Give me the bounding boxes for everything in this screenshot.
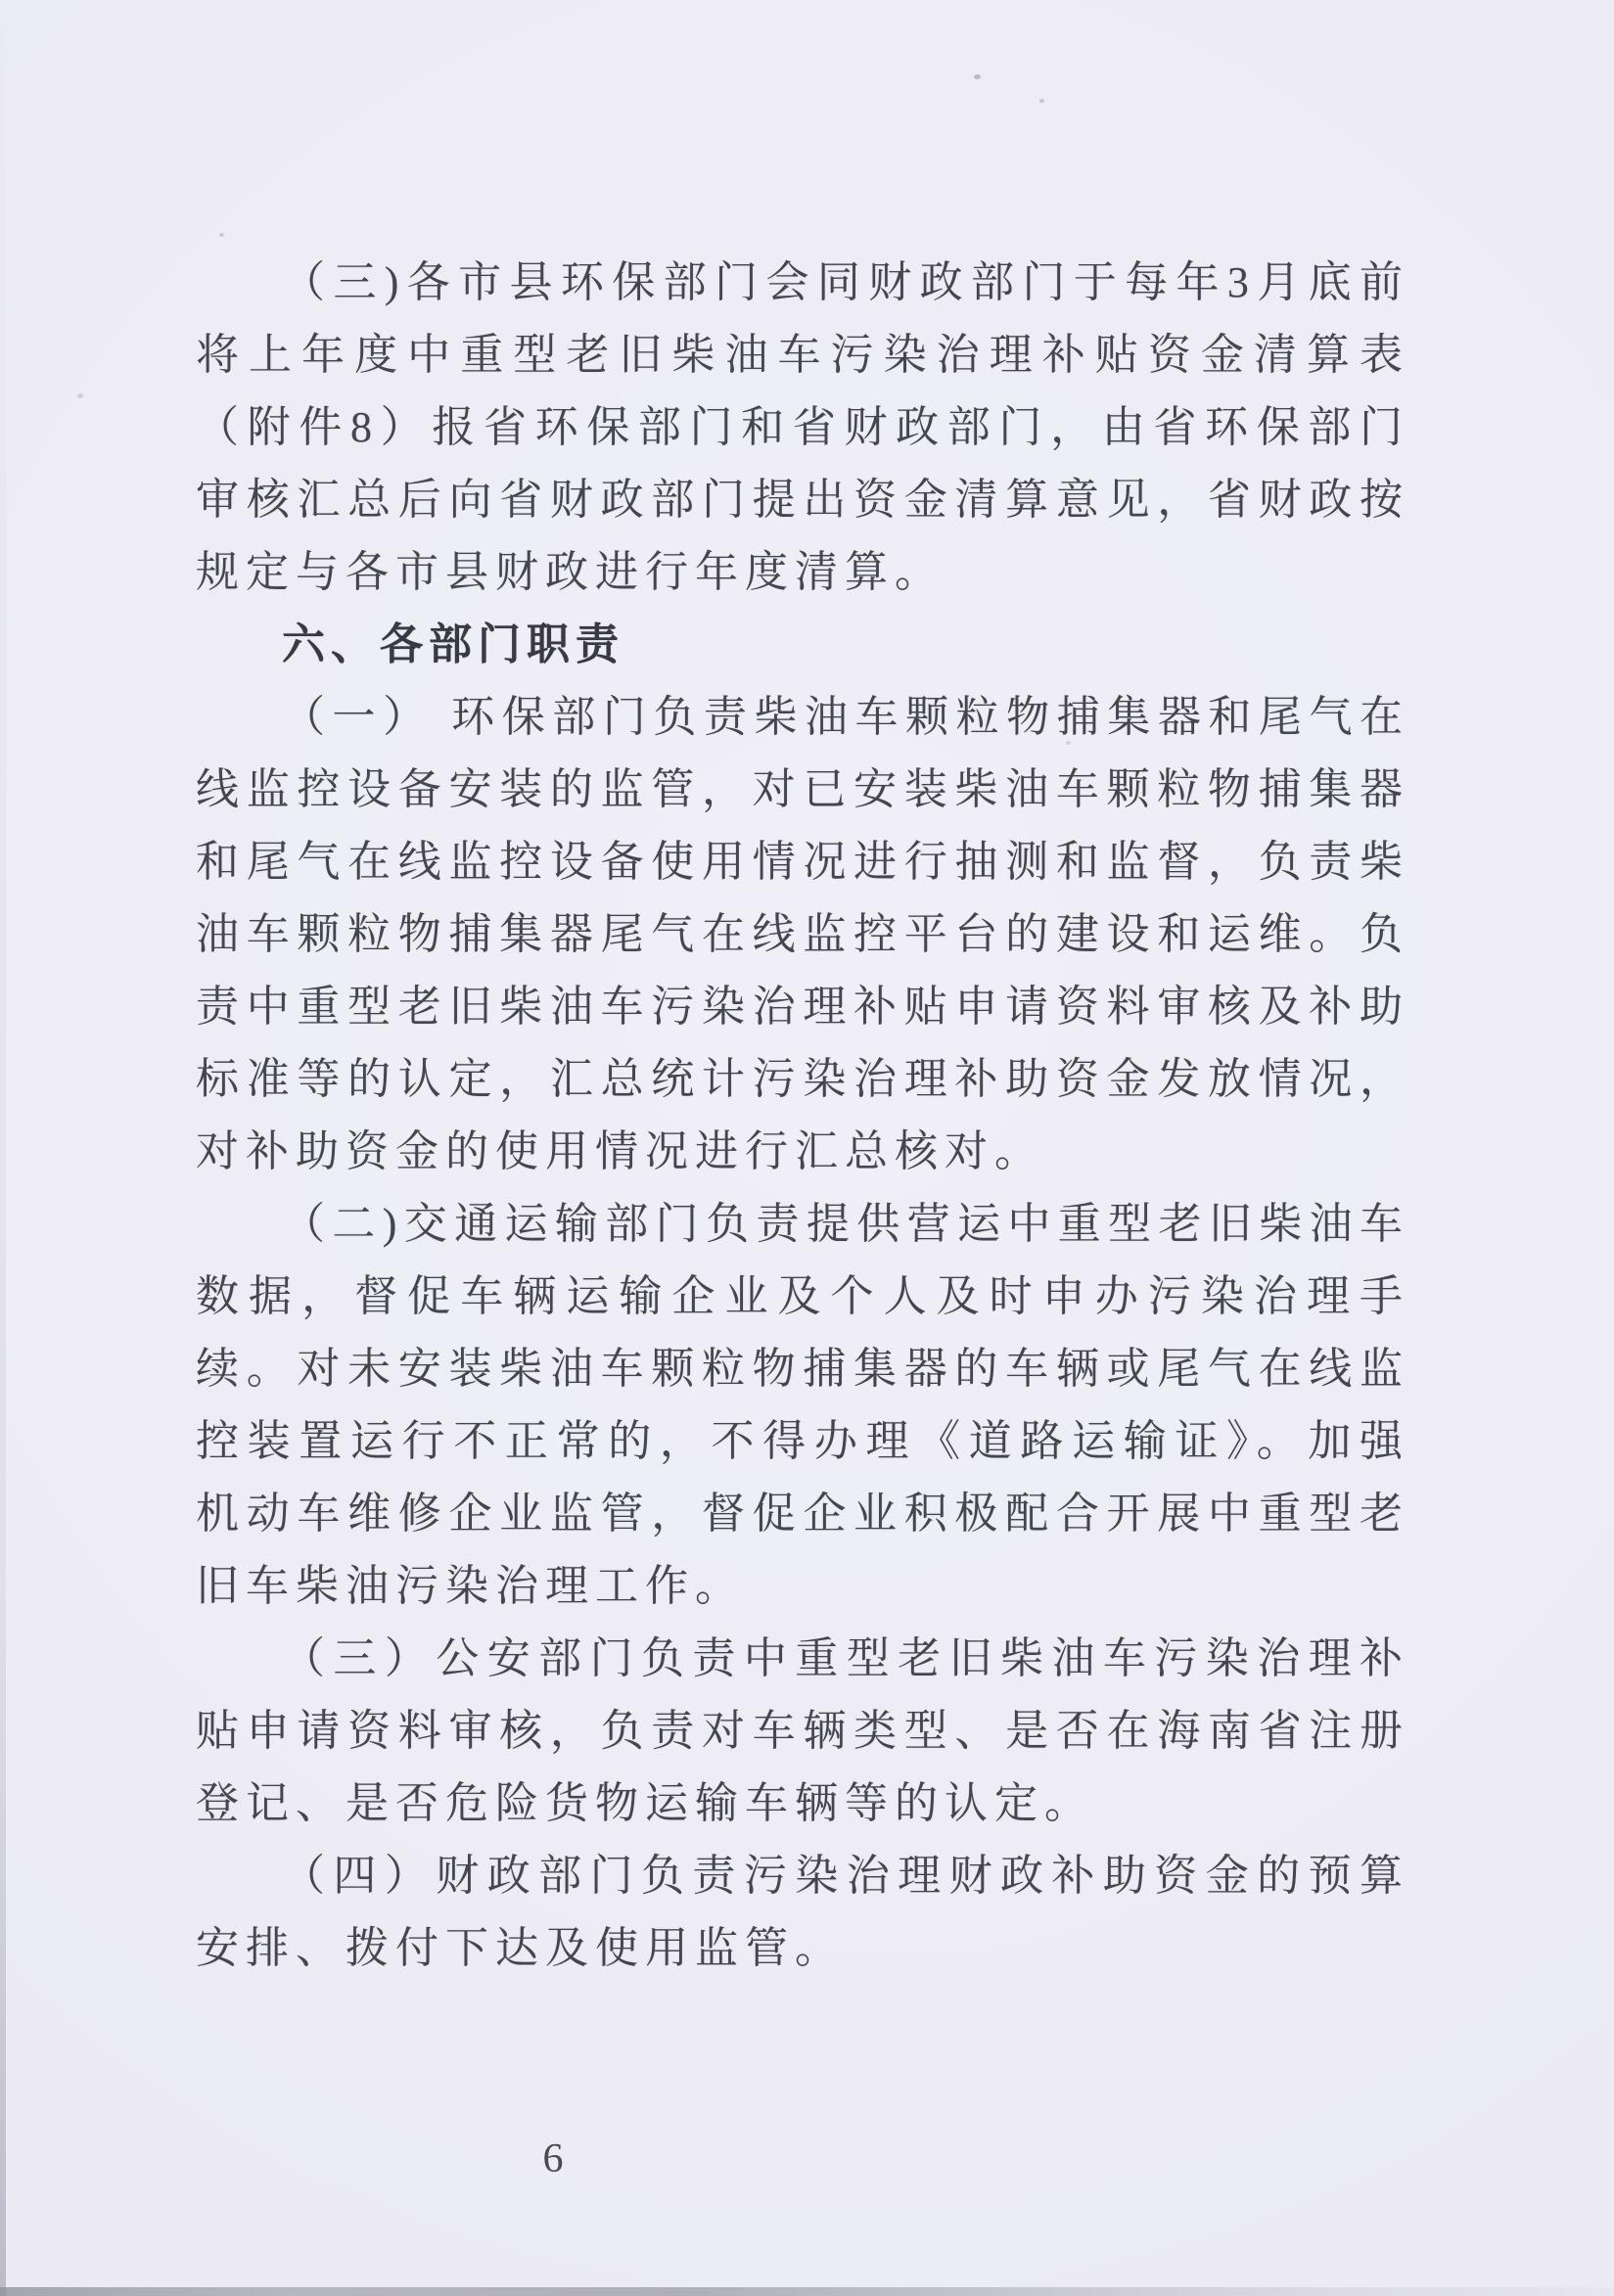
scan-edge-shadow-left bbox=[0, 0, 6, 2296]
page-number: 6 bbox=[542, 2136, 564, 2181]
paragraph-public-security-dept-duties: （三）公安部门负责中重型老旧柴油车污染治理补贴申请资料审核，负责对车辆类型、是否在海南省注册登记、是否危险货物运输车辆等的认定。 bbox=[196, 1634, 1409, 1827]
scan-speck bbox=[1066, 741, 1071, 745]
section-heading-duties: 六、各部门职责 bbox=[282, 620, 624, 668]
scan-speck bbox=[77, 393, 83, 398]
scan-speck bbox=[1039, 99, 1044, 103]
scan-speck bbox=[974, 74, 981, 79]
paragraph-finance-dept-duties: （四）财政部门负责污染治理财政补助资金的预算安排、拨付下达及使用监管。 bbox=[196, 1852, 1409, 1972]
scan-speck bbox=[634, 988, 639, 992]
paragraph-transport-dept-duties: （二)交通运输部门负责提供营运中重型老旧柴油车数据，督促车辆运输企业及个人及时申办污染治理手续。对未安装柴油车颗粒物捕集器的车辆或尾气在线监控装置运行不正常的，不得办理《道路运输证》。加强机动车维修企业监管，督促企业积极配合开展中重型老旧车柴油污染治理工作。 bbox=[196, 1200, 1409, 1610]
paragraph-annual-clearing: （三)各市县环保部门会同财政部门于每年3月底前将上年度中重型老旧柴油车污染治理补贴资金清算表（附件8）报省环保部门和省财政部门，由省环保部门审核汇总后向省财政部门提出资金清算意见，省财政按规定与各市县财政进行年度清算。 bbox=[196, 258, 1409, 596]
scan-edge-shadow-bottom bbox=[0, 2287, 1614, 2296]
paragraph-environmental-dept-duties: （一） 环保部门负责柴油车颗粒物捕集器和尾气在线监控设备安装的监管，对已安装柴油车颗粒物捕集器和尾气在线监控设备使用情况进行抽测和监督，负责柴油车颗粒物捕集器尾气在线监控平台的建设和运维。负责中重型老旧柴油车污染治理补贴申请资料审核及补助标准等的认定，汇总统计污染治理补助资金发放情况，对补助资金的使用情况进行汇总核对。 bbox=[196, 693, 1409, 1175]
scan-speck bbox=[219, 233, 224, 237]
document-body bbox=[196, 247, 1409, 1985]
